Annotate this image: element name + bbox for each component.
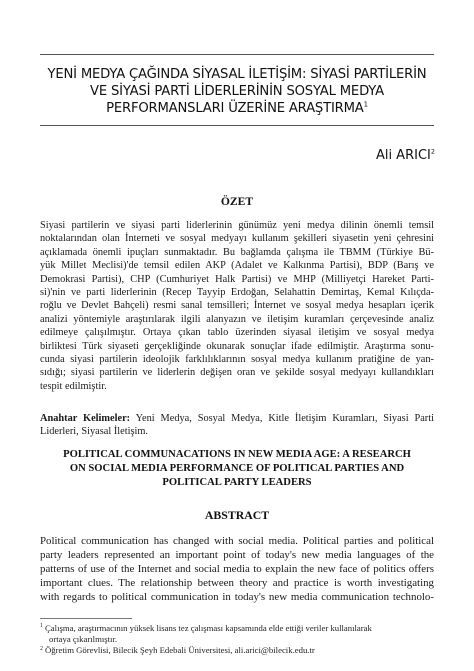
english-title bbox=[40, 448, 434, 491]
ozet-line: edilmeye çalışılmıştır. Ortaya çıkan tablo üzerinden siyasal iletişim ve sosyal medya bbox=[40, 327, 434, 339]
footnote-1-continued: ortaya çıkarılmıştır. bbox=[49, 634, 118, 645]
ozet-line: cunda siyasi partilerin ideolojik farklılıklarının sosyal medya kullanım pratiğine de yan- bbox=[40, 354, 434, 366]
english-title-line: POLITICAL PARTY LEADERS bbox=[162, 477, 312, 489]
title-line: VE SİYASİ PARTİ LİDERLERİNİN SOSYAL MEDYA bbox=[90, 84, 384, 99]
abstract-line: patterns of use of the Internet and social media to explain the new face of politics offers bbox=[40, 563, 434, 575]
title-bottom-rule bbox=[40, 125, 434, 126]
abstract-line: with regards to political communication in today's new media communication technolo- bbox=[40, 591, 434, 603]
footnote-text: Çalışma, araştırmacının yüksek lisans tez çalışması kapsamında elde ettiği veriler kullanılarak bbox=[45, 623, 372, 633]
keywords-block bbox=[40, 412, 434, 439]
abstract-paragraph bbox=[40, 534, 434, 604]
ozet-line: analizi yöntemiyle araştırılarak ilgili alanyazın ve iletişim kuramları çerçevesinde analiz bbox=[40, 313, 434, 325]
keywords-label: Anahtar Kelimeler: bbox=[40, 413, 131, 424]
title-line bbox=[40, 100, 434, 117]
ozet-heading: ÖZET bbox=[220, 195, 254, 208]
ozet-line: roğlu ve Devlet Bahçeli) resmi sanal temsilleri; İnternet ve sosyal medya hesapları içerik bbox=[40, 300, 434, 312]
english-title-line: ON SOCIAL MEDIA PERFORMANCE OF POLITICAL PARTIES AND bbox=[69, 463, 405, 475]
ozet-line: noktalarından olan İnterneti ve sosyal medyayı kullanım şekilleri siyasetin yeni çehresini bbox=[40, 233, 434, 245]
abstract-line: party leaders represented an important point of today's new media languages of the bbox=[40, 549, 434, 561]
ozet-line: yük Millet Meclisi)'de temsil edilen AKP (Adalet ve Kalkınma Partisi), BDP (Barış ve bbox=[40, 260, 434, 272]
abstract-line: important clues. The relationship between theory and practice is worth investigating bbox=[40, 577, 434, 589]
title-line-text: PERFORMANSLARI ÜZERİNE ARAŞTIRMA bbox=[106, 101, 364, 116]
ozet-line: açıklamada önemli ipuçları sunmaktadır. Bu bağlamda çalışma ile TBMM (Türkiye Bü- bbox=[40, 246, 434, 258]
footnote-mark: 1 bbox=[40, 623, 43, 630]
ozet-line: sıdığı; siyasi partilerin ve liderlerin değişen oran ve şekilde sosyal medyayı kullandıkları bbox=[40, 367, 434, 379]
footnote-2 bbox=[40, 645, 434, 656]
paper-title bbox=[40, 66, 434, 117]
abstract-heading: ABSTRACT bbox=[204, 508, 270, 522]
english-title-line: POLITICAL COMMUNACATIONS IN NEW MEDIA AGE: A RESEARCH bbox=[63, 449, 411, 460]
abstract-line: Political communication has changed with social media. Political parties and political bbox=[40, 535, 434, 547]
ozet-paragraph bbox=[40, 219, 434, 393]
footnote-mark: 2 bbox=[40, 645, 43, 652]
author-name bbox=[376, 148, 435, 163]
ozet-line: birliktesi Türk siyaseti gerçekliğinde okunarak sonuçlar ifade edilmiştir. Araştırma sonu- bbox=[40, 340, 434, 352]
footnotes bbox=[40, 623, 434, 657]
title-footnote-mark: 1 bbox=[363, 100, 368, 109]
author-text: Ali ARICI bbox=[375, 148, 431, 163]
ozet-line: Siyasi partilerin ve siyasi parti liderlerinin günümüz yeni medya dilinin önemli temsil bbox=[40, 220, 434, 231]
footnote-1 bbox=[40, 623, 434, 634]
top-rule bbox=[40, 54, 434, 55]
title-line: YENİ MEDYA ÇAĞINDA SİYASAL İLETİŞİM: SİYASİ PARTİLERİN bbox=[47, 67, 427, 82]
author-footnote-mark: 2 bbox=[430, 147, 435, 156]
keywords-line bbox=[40, 412, 434, 425]
footnote-rule bbox=[40, 618, 132, 619]
ozet-line: Demokrasi Partisi), CHP (Cumhuriyet Halk Partisi) ve MHP (Milliyetçi Hareket Parti- bbox=[40, 273, 434, 285]
ozet-line: si)'nin ve parti liderlerinin (Recep Tayyip Erdoğan, Selahattin Demirtaş, Kemal Kılıçda- bbox=[40, 287, 434, 299]
keywords-line: Liderleri, Siyasal İletişim. bbox=[40, 426, 149, 438]
ozet-line: tespit edilmiştir. bbox=[40, 380, 107, 392]
footnote-text: Öğretim Görevlisi, Bilecik Şeyh Edebali Üniversitesi, ali.arici@bilecik.edu.tr bbox=[45, 645, 315, 656]
keywords-text: Yeni Medya, Sosyal Medya, Kitle İletişim Kuramları, Siyasi Parti bbox=[130, 413, 434, 424]
